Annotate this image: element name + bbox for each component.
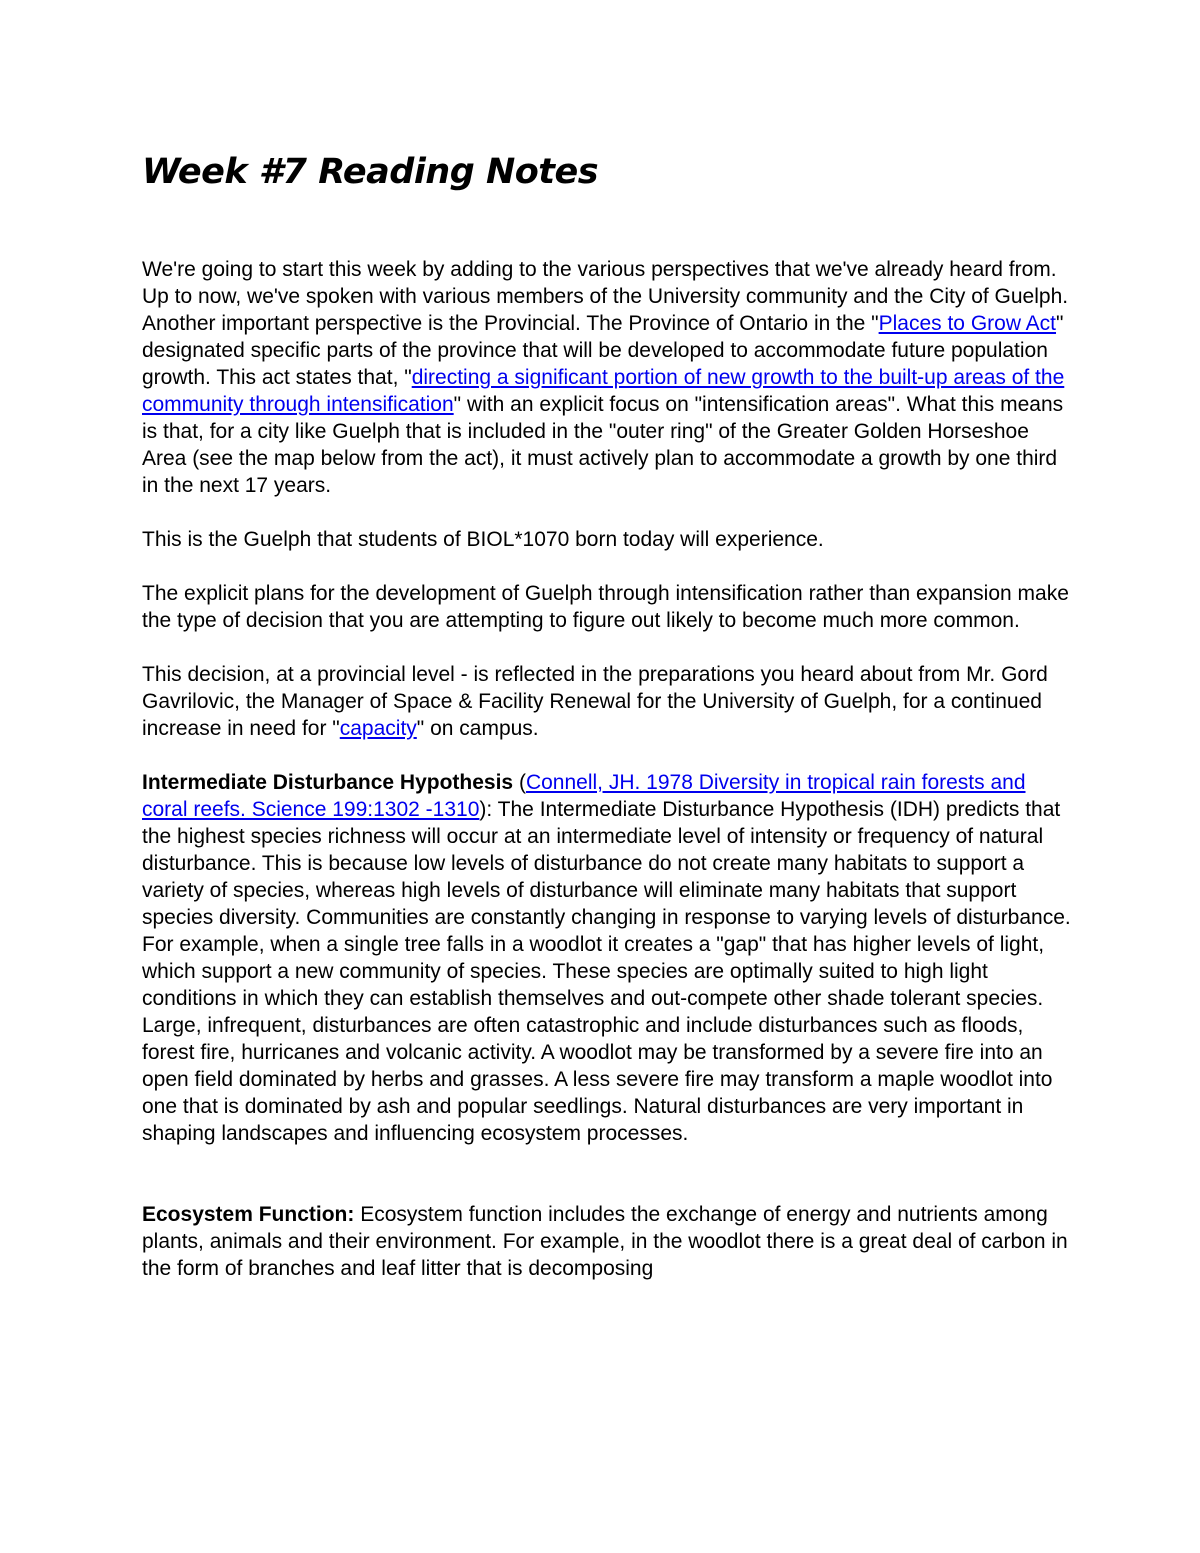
paragraph-biol-students: This is the Guelph that students of BIOL*1070 born today will experience. [142, 528, 824, 551]
paragraph-places-to-grow [142, 256, 1072, 499]
capacity-link[interactable]: capacity [339, 717, 417, 740]
paragraph-intermediate-disturbance [142, 769, 1072, 1147]
page-title: Week #7 Reading Notes [142, 152, 599, 192]
paragraph-provincial-decision [142, 661, 1072, 742]
paragraph-text: " on campus. [416, 717, 539, 740]
paragraph-text: We're going to start this week by adding to the various perspectives that we've already heard from. Up to now, we've spoken with various members of the University community and the City of Guelph. Another important perspective is the Provincial. The Province of Ontario in the " [142, 258, 1069, 335]
paragraph-explicit-plans: The explicit plans for the development of Guelph through intensification rather than expansion make the type of decision that you are attempting to figure out likely to become much more common. [142, 582, 1069, 632]
connell-citation-link[interactable]: Connell, JH. 1978 Diversity in tropical rain forests and coral reefs. Science 199:1302 -1310 [142, 771, 1026, 821]
paragraph-text: ): The Intermediate Disturbance Hypothesis (IDH) predicts that the highest species richness will occur at an intermediate level of intensity or frequency of natural disturbance. This is because low levels of disturbance do not create many habitats to support a variety of species, whereas high levels of disturbance will eliminate many habitats that support species diversity. Communities are constantly changing in response to varying levels of disturbance. For example, when a single tree falls in a woodlot it creates a "gap" that has higher levels of light, which support a new community of species. These species are optimally suited to high light conditions in which they can establish themselves and out-compete other shade tolerant species. Large, infrequent, disturbances are often catastrophic and include disturbances such as floods, forest fire, hurricanes and volcanic activity. A woodlot may be transformed by a severe fire into an open field dominated by herbs and grasses. A less severe fire may transform a maple woodlot into one that is dominated by ash and popular seedlings. Natural disturbances are very important in shaping landscapes and influencing ecosystem processes. [142, 798, 1071, 1145]
term-heading: Intermediate Disturbance Hypothesis [142, 771, 514, 794]
paragraph-ecosystem-function [142, 1201, 1072, 1282]
paragraph-text: ( [513, 771, 526, 794]
document-body [142, 256, 1072, 1309]
places-to-grow-act-link[interactable]: Places to Grow Act [878, 312, 1057, 335]
paragraph-text: This decision, at a provincial level - is reflected in the preparations you heard about from Mr. Gord Gavrilovic, the Manager of Space & Facility Renewal for the University of Guelph, for a continued increase in need for " [142, 663, 1048, 740]
paragraph-text: " designated specific parts of the province that will be developed to accommodate future population growth. This act states that, " [142, 312, 1064, 389]
paragraph-text: " with an explicit focus on "intensification areas". What this means is that, for a city like Guelph that is included in the "outer ring" of the Greater Golden Horseshoe Area (see the map below from the act), it must actively plan to accommodate a growth by one third in the next 17 years. [142, 393, 1064, 497]
term-heading: Ecosystem Function: [142, 1203, 355, 1226]
paragraph-text: Ecosystem function includes the exchange of energy and nutrients among plants, animals and their environment. For example, in the woodlot there is a great deal of carbon in the form of branches and leaf litter that is decomposing [142, 1203, 1068, 1280]
intensification-quote-link[interactable]: directing a significant portion of new growth to the built-up areas of the community through intensification [142, 366, 1065, 416]
